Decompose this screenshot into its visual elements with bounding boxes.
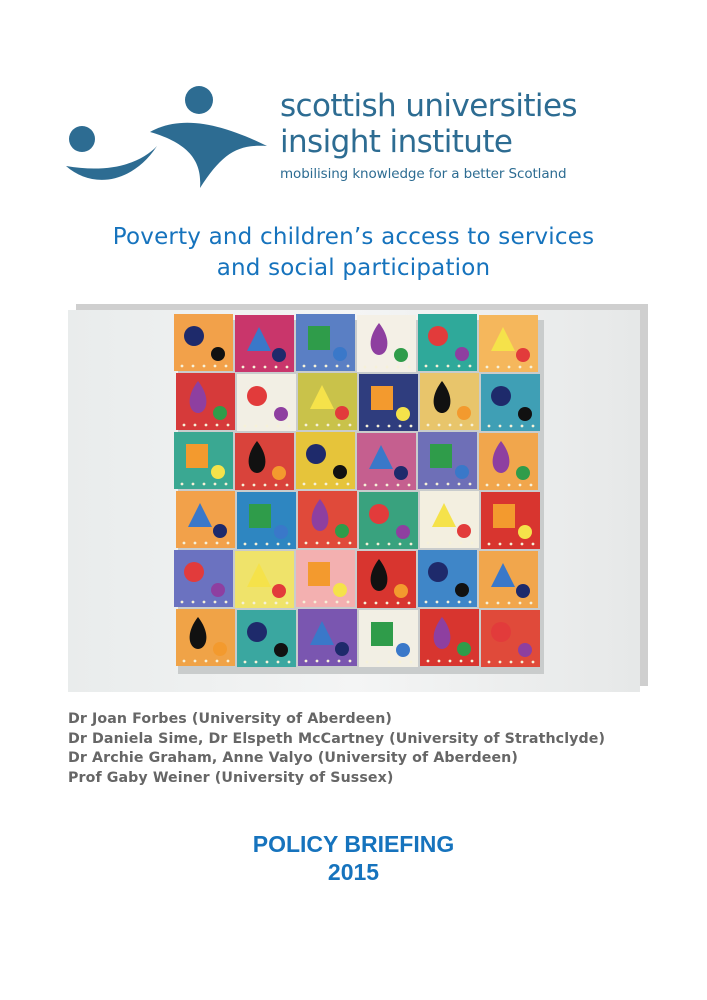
logo-wordmark xyxy=(280,88,577,182)
quilt-tile xyxy=(174,432,233,489)
quilt-tile xyxy=(298,609,357,666)
author-line: Dr Joan Forbes (University of Aberdeen) xyxy=(68,711,392,727)
logo-line-2: insight institute xyxy=(280,124,513,160)
art-quilt-image xyxy=(68,310,640,692)
author-line: Dr Archie Graham, Anne Valyo (University of Aberdeen) xyxy=(68,750,518,766)
quilt-tile xyxy=(359,610,418,667)
quilt-tile xyxy=(237,492,296,549)
quilt-tile xyxy=(479,433,538,490)
author-line: Prof Gaby Weiner (University of Sussex) xyxy=(68,769,394,786)
quilt-tile xyxy=(479,315,538,372)
quilt-tile xyxy=(174,314,233,371)
quilt-tile xyxy=(176,491,235,548)
briefing-line-1: POLICY BRIEFING xyxy=(252,831,455,857)
quilt-tile xyxy=(237,374,296,431)
quilt-tile xyxy=(481,610,540,667)
logo-tagline: mobilising knowledge for a better Scotland xyxy=(280,166,567,182)
quilt-tile xyxy=(176,609,235,666)
quilt-tile xyxy=(357,551,416,608)
quilt-tile xyxy=(418,432,477,489)
title-line-1: Poverty and children’s access to services xyxy=(112,224,595,250)
quilt-tile xyxy=(298,373,357,430)
quilt-tile xyxy=(418,550,477,607)
logo-line-1: scottish universities xyxy=(280,88,577,124)
quilt-tile xyxy=(235,315,294,372)
cover-photo xyxy=(68,310,640,692)
quilt-tile xyxy=(481,374,540,431)
quilt-tile xyxy=(237,610,296,667)
quilt-tile xyxy=(481,492,540,549)
quilt-tile xyxy=(235,433,294,490)
briefing-year: 2015 xyxy=(327,859,380,885)
quilt-tile xyxy=(296,550,355,607)
quilt-tile xyxy=(479,551,538,608)
quilt-tile xyxy=(296,314,355,371)
quilt-tile xyxy=(296,432,355,489)
quilt-tile xyxy=(418,314,477,371)
quilt-tile xyxy=(235,551,294,608)
document-title xyxy=(0,222,707,284)
policy-briefing-label xyxy=(0,830,707,886)
quilt-tile xyxy=(357,433,416,490)
quilt-tile xyxy=(420,373,479,430)
quilt-tile xyxy=(357,315,416,372)
quilt-tile xyxy=(174,550,233,607)
quilt-tile xyxy=(420,609,479,666)
quilt-tile xyxy=(359,492,418,549)
quilt-tile xyxy=(420,491,479,548)
quilt-tile xyxy=(359,374,418,431)
quilt-tile xyxy=(176,373,235,430)
title-line-2: and social participation xyxy=(216,255,491,281)
authors-list xyxy=(68,710,605,788)
author-line: Dr Daniela Sime, Dr Elspeth McCartney (University of Strathclyde) xyxy=(68,730,606,747)
quilt-tile xyxy=(298,491,357,548)
logo-figures-icon xyxy=(62,84,272,194)
